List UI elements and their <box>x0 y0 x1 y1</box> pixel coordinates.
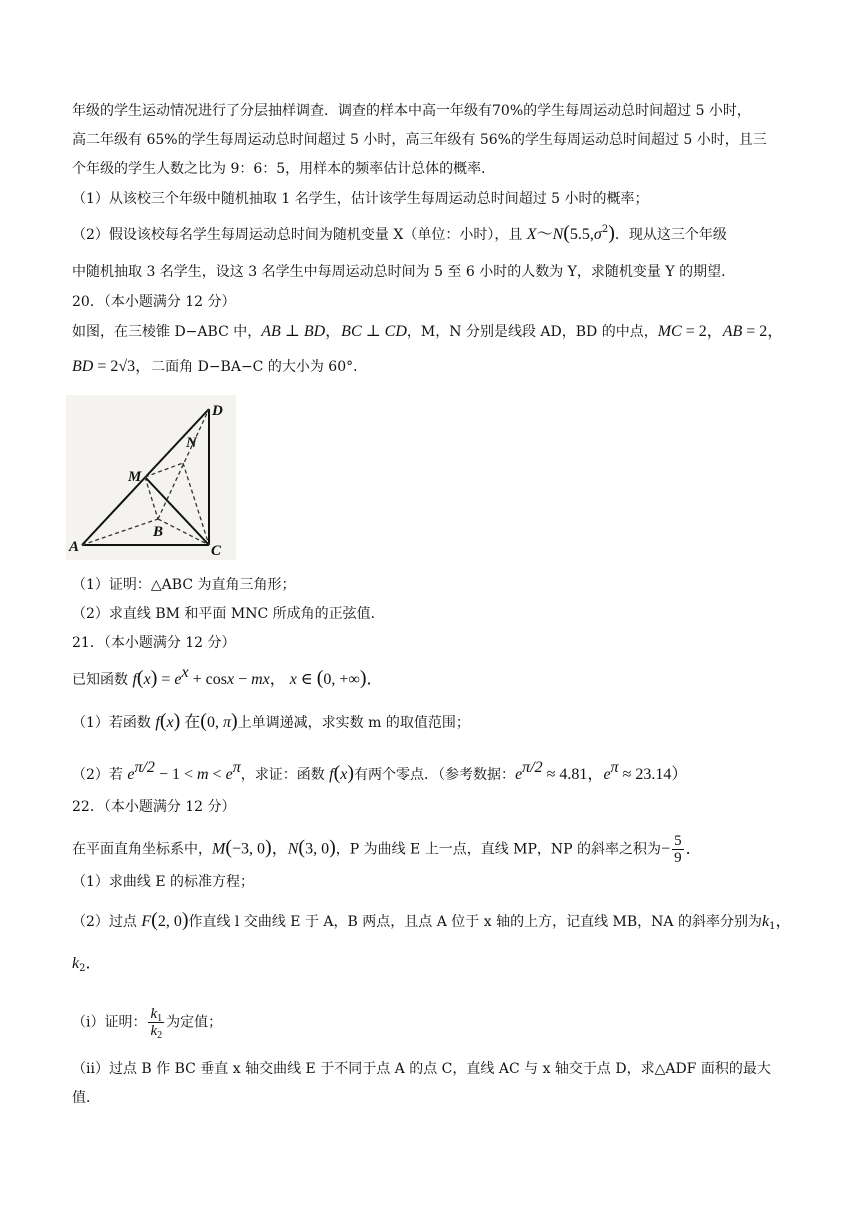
q19-part-2-text: （2）假设该校每名学生每周运动总时间为随机变量 X（单位：小时），且 <box>72 227 527 243</box>
ref-value-2: ≈ 23.14 <box>622 766 672 783</box>
q20-header: 20．（本小题满分 12 分） <box>72 294 236 310</box>
q19-part-2: （2）假设该校每名学生每周运动总时间为随机变量 X（单位：小时），且 $X\sim N(5.5,\sigma^2)$．现从这三个年级 <box>72 222 727 244</box>
q19-part-2-cont: 中随机抽取 3 名学生，设这 3 名学生中每周运动总时间为 5 至 6 小时的人数为 Y，求随机变量 Y 的期望． <box>72 264 736 280</box>
q22-part-2-tail: 作直线 l 交曲线 E 于 A，B 两点，且点 A 位于 x 轴的上方，记直线 MB，NA 的斜率分别为 <box>188 914 762 930</box>
q21-stem-text: 已知函数 <box>72 672 133 688</box>
q21-part-2-text: （2）若 <box>72 767 128 783</box>
label-B: B <box>153 524 164 540</box>
q19-part-1: （1）从该校三个年级中随机抽取 1 名学生，估计该学生每周运动总时间超过 5 小时的概率； <box>72 191 649 207</box>
q21-part-1-tail: 上单调递减，求实数 m 的取值范围； <box>237 715 470 731</box>
q22-part-2: （2）过点 F(2, 0)作直线 l 交曲线 E 于 A，B 两点，且点 A 位于 x 轴的上方，记直线 MB，NA 的斜率分别为$k_1$， <box>72 909 792 932</box>
q22-part-2-i <box>72 1006 796 1039</box>
q22-part-2-ii-end: 值． <box>72 1090 100 1106</box>
label-M: M <box>128 469 142 485</box>
q19-line-1: 年级的学生运动情况进行了分层抽样调查．调查的样本中高一年级有70%的学生每周运动总时间超过 5 小时， <box>72 103 751 119</box>
q22-part-1: （1）求曲线 E 的标准方程； <box>72 874 255 890</box>
fraction-5-9: $\frac{5}{9}$ <box>674 833 682 866</box>
q19-line-3: 个年级的学生人数之比为 9：6：5，用样本的频率估计总体的概率． <box>72 161 496 177</box>
q22-part-2-text: （2）过点 <box>72 914 142 930</box>
q22-header: 22．（本小题满分 12 分） <box>72 799 236 815</box>
q20-stem-text-3: 二面角 D−BA−C 的大小为 60°． <box>151 359 368 375</box>
q20-stem-text-2: ，M，N 分别是线段 AD，BD 的中点， <box>406 324 658 340</box>
label-N: N <box>186 435 197 451</box>
q22-part-2-i-tail: 为定值； <box>166 1014 223 1031</box>
normal-distribution-formula: X <box>526 226 537 243</box>
q22-part-2-ii: （ⅱ）过点 B 作 BC 垂直 x 轴交曲线 E 于不同于点 A 的点 C，直线 AC 与 x 轴交于点 D，求△ADF 面积的最大 <box>72 1061 771 1077</box>
label-D: D <box>212 403 223 419</box>
tetrahedron-figure <box>66 395 236 560</box>
q22-stem: 在平面直角坐标系中，M(−3, 0)，N(3, 0)，P 为曲线 E 上一点，直线 MP，NP 的斜率之积为− $\frac{5}{9}$ ． <box>72 833 702 866</box>
label-C: C <box>211 543 222 559</box>
label-A: A <box>69 539 80 555</box>
fraction-k1-k2: $\frac{k_1}{k_2}$ <box>150 1006 163 1041</box>
q19-part-2-tail: ．现从这三个年级 <box>614 227 727 243</box>
q20-stem-text: 如图，在三棱锥 D−ABC 中， <box>72 324 262 340</box>
q21-part-1-text: （1）若函数 <box>72 715 156 731</box>
q22-stem-text: 在平面直角坐标系中， <box>72 841 212 858</box>
q20-part-1: （1）证明：△ABC 为直角三角形； <box>72 577 296 593</box>
q21-part-1: （1）若函数 f(x) 在(0, π)上单调递减，求实数 m 的取值范围； <box>72 710 470 732</box>
q19-line-2: 高二年级有 65%的学生每周运动总时间超过 5 小时，高三年级有 56%的学生每周运动总时间超过 5 小时，且三 <box>72 132 767 148</box>
q21-header: 21．（本小题满分 12 分） <box>72 635 236 651</box>
q20-part-2: （2）求直线 BM 和平面 MNC 所成角的正弦值． <box>72 606 385 622</box>
q21-part-2-mid: ，求证：函数 <box>240 767 330 783</box>
q20-stem-1: 如图，在三棱锥 D−ABC 中，AB ⊥ BD，BC ⊥ CD，M，N 分别是线段 AD，BD 的中点，MC = 2，AB = 2， <box>72 323 784 340</box>
ref-value-1: ≈ 4.81 <box>546 766 588 783</box>
q21-part-2-ref: 有两个零点．（参考数据： <box>354 767 516 783</box>
q22-part-2-i-text: （ⅰ）证明： <box>72 1014 147 1031</box>
q20-stem-2: BD = 2√3，二面角 D−BA−C 的大小为 60°． <box>72 358 368 375</box>
q21-part-2: （2）若 $e^{\pi/2} - 1 < m < e^\pi$，求证：函数 f(x)有两个零点．（参考数据：$e^{\pi/2} \approx 4.81$，$e^\pi \approx 23.14$） <box>72 759 688 784</box>
q21-stem: 已知函数 $f(x) = e^x + \cos x$ − mx， x ∈ (0, +∞)． <box>72 664 383 689</box>
q22-part-2-k2: $k_2$． <box>72 955 102 974</box>
q22-stem-tail: ，P 为曲线 E 上一点，直线 MP，NP 的斜率之积为 <box>335 841 662 858</box>
